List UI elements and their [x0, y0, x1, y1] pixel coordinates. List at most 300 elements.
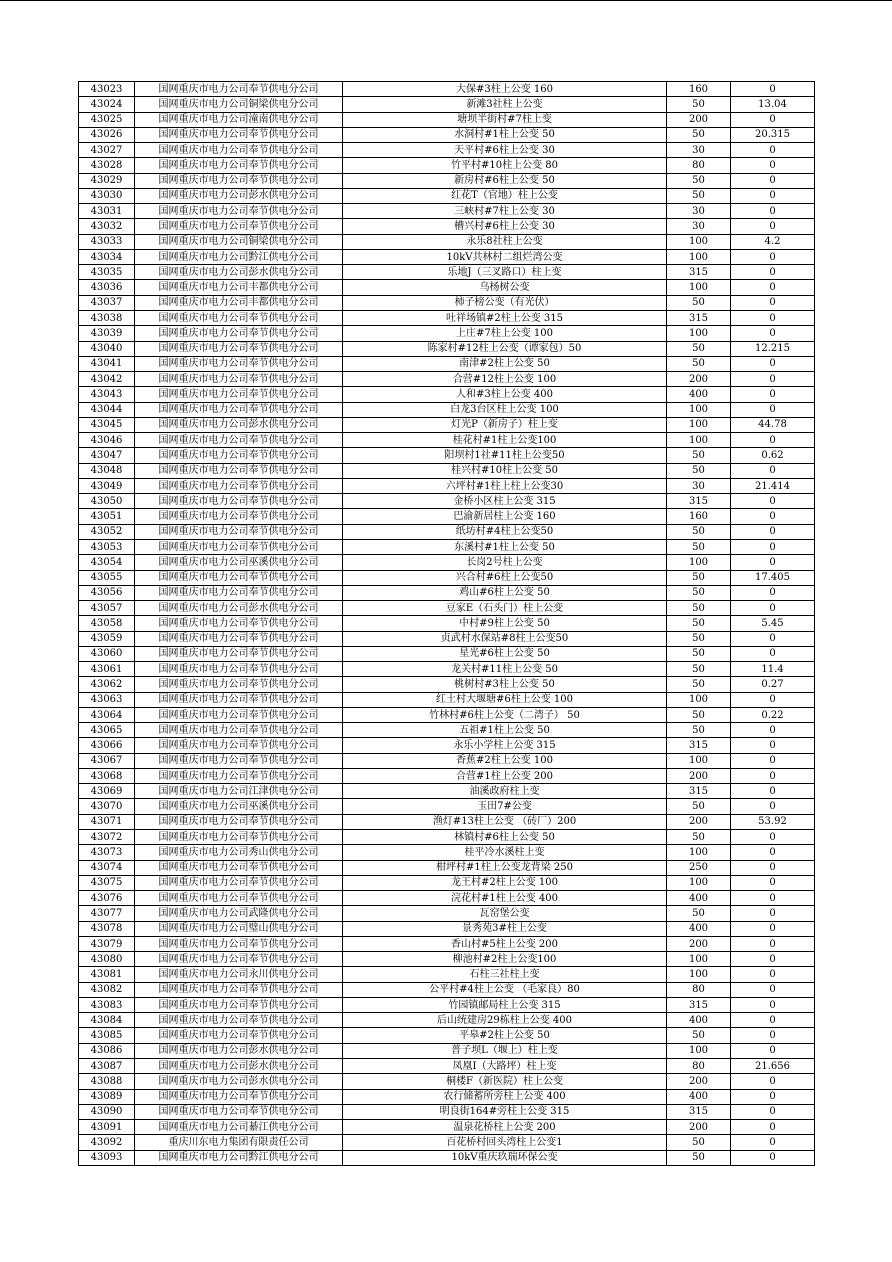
transformer-name-cell: 纸坊村#4柱上公变50	[343, 524, 667, 539]
value-cell: 0	[731, 830, 815, 845]
value-cell: 20.315	[731, 127, 815, 142]
transformer-name-cell: 景秀苑3#柱上公变	[343, 921, 667, 936]
transformer-name-cell: 星光#6柱上公变 50	[343, 646, 667, 661]
row-id-cell: 43064	[79, 707, 135, 722]
table-row	[79, 768, 815, 783]
capacity-cell: 30	[667, 219, 731, 234]
capacity-cell: 50	[667, 539, 731, 554]
transformer-name-cell: 灯光P（新房子）柱上变	[343, 417, 667, 432]
capacity-cell: 50	[667, 127, 731, 142]
capacity-cell: 160	[667, 509, 731, 524]
table-row	[79, 631, 815, 646]
capacity-cell: 315	[667, 997, 731, 1012]
transformer-name-cell: 柑坪村#1柱上公变龙背梁 250	[343, 860, 667, 875]
capacity-cell: 50	[667, 295, 731, 310]
row-id-cell: 43024	[79, 97, 135, 112]
transformer-name-cell: 农行储蓄所旁柱上公变 400	[343, 1089, 667, 1104]
capacity-cell: 50	[667, 97, 731, 112]
transformer-name-cell: 阳坝村1社#11柱上公变50	[343, 448, 667, 463]
value-cell: 0	[731, 82, 815, 97]
table-row	[79, 1150, 815, 1165]
row-id-cell: 43089	[79, 1089, 135, 1104]
transformer-name-cell: 凤凰I（大路坪）柱上变	[343, 1059, 667, 1074]
table-row	[79, 387, 815, 402]
table-row	[79, 784, 815, 799]
company-cell: 国网重庆市电力公司奉节供电分公司	[135, 707, 343, 722]
capacity-cell: 100	[667, 1043, 731, 1058]
table-row	[79, 372, 815, 387]
transformer-name-cell: 豆家E（石头门）柱上公变	[343, 601, 667, 616]
row-id-cell: 43037	[79, 295, 135, 310]
company-cell: 国网重庆市电力公司奉节供电分公司	[135, 372, 343, 387]
table-row	[79, 143, 815, 158]
company-cell: 国网重庆市电力公司奉节供电分公司	[135, 646, 343, 661]
value-cell: 0	[731, 982, 815, 997]
value-cell: 0	[731, 494, 815, 509]
capacity-cell: 100	[667, 952, 731, 967]
row-id-cell: 43090	[79, 1104, 135, 1119]
table-row	[79, 82, 815, 97]
table-row	[79, 814, 815, 829]
company-cell: 国网重庆市电力公司奉节供电分公司	[135, 494, 343, 509]
row-id-cell: 43070	[79, 799, 135, 814]
capacity-cell: 315	[667, 784, 731, 799]
company-cell: 国网重庆市电力公司奉节供电分公司	[135, 356, 343, 371]
row-id-cell: 43051	[79, 509, 135, 524]
company-cell: 国网重庆市电力公司彭水供电分公司	[135, 188, 343, 203]
transformer-name-cell: 永乐8社柱上公变	[343, 234, 667, 249]
transformer-name-cell: 明良街164#旁柱上公变 315	[343, 1104, 667, 1119]
capacity-cell: 200	[667, 768, 731, 783]
company-cell: 国网重庆市电力公司奉节供电分公司	[135, 82, 343, 97]
capacity-cell: 200	[667, 936, 731, 951]
transformer-name-cell: 温泉花桥柱上公变 200	[343, 1120, 667, 1135]
table-row	[79, 982, 815, 997]
table-row	[79, 188, 815, 203]
table-row	[79, 921, 815, 936]
row-id-cell: 43067	[79, 753, 135, 768]
capacity-cell: 50	[667, 723, 731, 738]
capacity-cell: 200	[667, 112, 731, 127]
row-id-cell: 43030	[79, 188, 135, 203]
row-id-cell: 43047	[79, 448, 135, 463]
value-cell: 0	[731, 753, 815, 768]
value-cell: 4.2	[731, 234, 815, 249]
row-id-cell: 43039	[79, 326, 135, 341]
value-cell: 0	[731, 997, 815, 1012]
company-cell: 国网重庆市电力公司奉节供电分公司	[135, 631, 343, 646]
value-cell: 21.656	[731, 1059, 815, 1074]
company-cell: 国网重庆市电力公司奉节供电分公司	[135, 936, 343, 951]
row-id-cell: 43085	[79, 1028, 135, 1043]
row-id-cell: 43084	[79, 1013, 135, 1028]
company-cell: 国网重庆市电力公司巫溪供电分公司	[135, 555, 343, 570]
value-cell: 0	[731, 906, 815, 921]
transformer-name-cell: 六坪村#1柱上柱上公变30	[343, 478, 667, 493]
capacity-cell: 315	[667, 310, 731, 325]
table-row	[79, 936, 815, 951]
row-id-cell: 43082	[79, 982, 135, 997]
value-cell: 0	[731, 891, 815, 906]
row-id-cell: 43065	[79, 723, 135, 738]
capacity-cell: 50	[667, 1028, 731, 1043]
value-cell: 0	[731, 784, 815, 799]
table-row	[79, 356, 815, 371]
capacity-cell: 200	[667, 1120, 731, 1135]
company-cell: 国网重庆市电力公司奉节供电分公司	[135, 143, 343, 158]
value-cell: 0	[731, 845, 815, 860]
value-cell: 0	[731, 433, 815, 448]
value-cell: 0	[731, 1150, 815, 1165]
transformer-name-cell: 公平村#4柱上公变 （毛家良）80	[343, 982, 667, 997]
capacity-cell: 400	[667, 1013, 731, 1028]
capacity-cell: 100	[667, 845, 731, 860]
company-cell: 国网重庆市电力公司奉节供电分公司	[135, 219, 343, 234]
row-id-cell: 43060	[79, 646, 135, 661]
transformer-name-cell: 10kV重庆玖瑞环保公变	[343, 1150, 667, 1165]
company-cell: 国网重庆市电力公司奉节供电分公司	[135, 814, 343, 829]
value-cell: 5.45	[731, 616, 815, 631]
transformer-name-cell: 柿子榜公变（有光伏）	[343, 295, 667, 310]
value-cell: 0.22	[731, 707, 815, 722]
company-cell: 国网重庆市电力公司奉节供电分公司	[135, 204, 343, 219]
value-cell: 0	[731, 967, 815, 982]
row-id-cell: 43048	[79, 463, 135, 478]
value-cell: 0	[731, 692, 815, 707]
capacity-cell: 50	[667, 662, 731, 677]
row-id-cell: 43076	[79, 891, 135, 906]
transformer-name-cell: 三峡村#7柱上公变 30	[343, 204, 667, 219]
table-row	[79, 830, 815, 845]
value-cell: 0	[731, 952, 815, 967]
table-row	[79, 280, 815, 295]
row-id-cell: 43049	[79, 478, 135, 493]
company-cell: 国网重庆市电力公司奉节供电分公司	[135, 768, 343, 783]
table-row	[79, 112, 815, 127]
table-row	[79, 417, 815, 432]
transformer-name-cell: 桃树村#3柱上公变 50	[343, 677, 667, 692]
company-cell: 国网重庆市电力公司奉节供电分公司	[135, 570, 343, 585]
table-row	[79, 585, 815, 600]
capacity-cell: 50	[667, 646, 731, 661]
table-row	[79, 249, 815, 264]
capacity-cell: 50	[667, 1150, 731, 1165]
capacity-cell: 50	[667, 188, 731, 203]
transformer-name-cell: 百花桥村回头湾柱上公变1	[343, 1135, 667, 1150]
row-id-cell: 43056	[79, 585, 135, 600]
company-cell: 国网重庆市电力公司奉节供电分公司	[135, 753, 343, 768]
capacity-cell: 100	[667, 280, 731, 295]
company-cell: 国网重庆市电力公司彭水供电分公司	[135, 1043, 343, 1058]
table-row	[79, 173, 815, 188]
company-cell: 国网重庆市电力公司黔江供电分公司	[135, 1150, 343, 1165]
capacity-cell: 50	[667, 616, 731, 631]
value-cell: 0	[731, 143, 815, 158]
transformer-name-cell: 平皋#2柱上公变 50	[343, 1028, 667, 1043]
company-cell: 国网重庆市电力公司巫溪供电分公司	[135, 799, 343, 814]
transformer-name-cell: 桂平冷水溪柱上变	[343, 845, 667, 860]
table-row	[79, 204, 815, 219]
row-id-cell: 43079	[79, 936, 135, 951]
capacity-cell: 80	[667, 1059, 731, 1074]
transformer-name-cell: 后山统建房29栋柱上公变 400	[343, 1013, 667, 1028]
capacity-cell: 100	[667, 967, 731, 982]
row-id-cell: 43078	[79, 921, 135, 936]
table-row	[79, 997, 815, 1012]
transformer-name-cell: 贞武村水保站#8柱上公变50	[343, 631, 667, 646]
company-cell: 国网重庆市电力公司铜梁供电分公司	[135, 97, 343, 112]
row-id-cell: 43050	[79, 494, 135, 509]
table-row	[79, 310, 815, 325]
capacity-cell: 400	[667, 891, 731, 906]
row-id-cell: 43041	[79, 356, 135, 371]
row-id-cell: 43072	[79, 830, 135, 845]
table-row	[79, 860, 815, 875]
transformer-name-cell: 大保#3柱上公变 160	[343, 82, 667, 97]
transformer-name-cell: 鸡山#6柱上公变 50	[343, 585, 667, 600]
capacity-cell: 315	[667, 494, 731, 509]
transformer-name-cell: 天平村#6柱上公变 30	[343, 143, 667, 158]
value-cell: 0	[731, 463, 815, 478]
row-id-cell: 43040	[79, 341, 135, 356]
row-id-cell: 43043	[79, 387, 135, 402]
transformer-name-cell: 水洞村#1柱上公变 50	[343, 127, 667, 142]
table-row	[79, 875, 815, 890]
capacity-cell: 50	[667, 631, 731, 646]
table-row	[79, 646, 815, 661]
table-row	[79, 524, 815, 539]
transformer-name-cell: 柳池村#2柱上公变100	[343, 952, 667, 967]
transformer-name-cell: 香蕉#2柱上公变 100	[343, 753, 667, 768]
value-cell: 11.4	[731, 662, 815, 677]
row-id-cell: 43069	[79, 784, 135, 799]
value-cell: 0	[731, 1104, 815, 1119]
value-cell: 44.78	[731, 417, 815, 432]
row-id-cell: 43034	[79, 249, 135, 264]
value-cell: 0	[731, 768, 815, 783]
row-id-cell: 43054	[79, 555, 135, 570]
table-row	[79, 234, 815, 249]
transformer-name-cell: 白龙3台区柱上公变 100	[343, 402, 667, 417]
transformer-name-cell: 玉田7#公变	[343, 799, 667, 814]
table-row	[79, 341, 815, 356]
row-id-cell: 43032	[79, 219, 135, 234]
table-row	[79, 707, 815, 722]
value-cell: 0	[731, 112, 815, 127]
transformer-name-cell: 香山村#5柱上公变 200	[343, 936, 667, 951]
company-cell: 国网重庆市电力公司奉节供电分公司	[135, 310, 343, 325]
company-cell: 国网重庆市电力公司彭水供电分公司	[135, 1059, 343, 1074]
value-cell: 0	[731, 860, 815, 875]
value-cell: 0	[731, 1013, 815, 1028]
value-cell: 0	[731, 265, 815, 280]
capacity-cell: 50	[667, 906, 731, 921]
table-row	[79, 753, 815, 768]
value-cell: 0	[731, 356, 815, 371]
company-cell: 国网重庆市电力公司奉节供电分公司	[135, 341, 343, 356]
transformer-name-cell: 中村#9柱上公变 50	[343, 616, 667, 631]
capacity-cell: 50	[667, 524, 731, 539]
value-cell: 0.27	[731, 677, 815, 692]
company-cell: 国网重庆市电力公司璧山供电分公司	[135, 921, 343, 936]
company-cell: 重庆川东电力集团有限责任公司	[135, 1135, 343, 1150]
company-cell: 国网重庆市电力公司奉节供电分公司	[135, 478, 343, 493]
row-id-cell: 43028	[79, 158, 135, 173]
row-id-cell: 43027	[79, 143, 135, 158]
capacity-cell: 30	[667, 478, 731, 493]
capacity-cell: 160	[667, 82, 731, 97]
value-cell: 0	[731, 539, 815, 554]
transformer-name-cell: 人和#3柱上公变 400	[343, 387, 667, 402]
transformer-name-cell: 上庄#7柱上公变 100	[343, 326, 667, 341]
company-cell: 国网重庆市电力公司奉节供电分公司	[135, 738, 343, 753]
company-cell: 国网重庆市电力公司奉节供电分公司	[135, 692, 343, 707]
capacity-cell: 200	[667, 372, 731, 387]
capacity-cell: 30	[667, 204, 731, 219]
capacity-cell: 50	[667, 1135, 731, 1150]
value-cell: 0	[731, 585, 815, 600]
table-row	[79, 555, 815, 570]
company-cell: 国网重庆市电力公司奉节供电分公司	[135, 326, 343, 341]
capacity-cell: 400	[667, 1089, 731, 1104]
transformer-name-cell: 新滩3社柱上公变	[343, 97, 667, 112]
row-id-cell: 43092	[79, 1135, 135, 1150]
row-id-cell: 43038	[79, 310, 135, 325]
table-row	[79, 1013, 815, 1028]
value-cell: 0	[731, 555, 815, 570]
table-row	[79, 891, 815, 906]
row-id-cell: 43073	[79, 845, 135, 860]
transformer-name-cell: 瓦窑堡公变	[343, 906, 667, 921]
table-row	[79, 463, 815, 478]
transformer-name-cell: 槽兴村#6柱上公变 30	[343, 219, 667, 234]
value-cell: 0	[731, 936, 815, 951]
row-id-cell: 43068	[79, 768, 135, 783]
transformer-name-cell: 桂花村#1柱上公变100	[343, 433, 667, 448]
value-cell: 0	[731, 402, 815, 417]
company-cell: 国网重庆市电力公司奉节供电分公司	[135, 173, 343, 188]
value-cell: 0	[731, 295, 815, 310]
row-id-cell: 43023	[79, 82, 135, 97]
table-row	[79, 570, 815, 585]
value-cell: 0	[731, 249, 815, 264]
capacity-cell: 50	[667, 601, 731, 616]
company-cell: 国网重庆市电力公司丰都供电分公司	[135, 280, 343, 295]
table-row	[79, 219, 815, 234]
capacity-cell: 315	[667, 1104, 731, 1119]
value-cell: 0	[731, 280, 815, 295]
value-cell: 0	[731, 799, 815, 814]
table-row	[79, 433, 815, 448]
value-cell: 0	[731, 646, 815, 661]
row-id-cell: 43061	[79, 662, 135, 677]
company-cell: 国网重庆市电力公司奉节供电分公司	[135, 860, 343, 875]
company-cell: 国网重庆市电力公司奉节供电分公司	[135, 662, 343, 677]
table-row	[79, 906, 815, 921]
row-id-cell: 43062	[79, 677, 135, 692]
transformer-name-cell: 油溪政府柱上变	[343, 784, 667, 799]
capacity-cell: 400	[667, 921, 731, 936]
company-cell: 国网重庆市电力公司奉节供电分公司	[135, 677, 343, 692]
company-cell: 国网重庆市电力公司奉节供电分公司	[135, 1013, 343, 1028]
row-id-cell: 43074	[79, 860, 135, 875]
value-cell: 0	[731, 631, 815, 646]
company-cell: 国网重庆市电力公司奉节供电分公司	[135, 616, 343, 631]
transformer-name-cell: 渔灯#13柱上公变 （砖厂）200	[343, 814, 667, 829]
capacity-cell: 50	[667, 830, 731, 845]
row-id-cell: 43026	[79, 127, 135, 142]
company-cell: 国网重庆市电力公司奉节供电分公司	[135, 997, 343, 1012]
capacity-cell: 200	[667, 814, 731, 829]
company-cell: 国网重庆市电力公司奉节供电分公司	[135, 387, 343, 402]
company-cell: 国网重庆市电力公司奉节供电分公司	[135, 1104, 343, 1119]
value-cell: 0	[731, 158, 815, 173]
capacity-cell: 50	[667, 356, 731, 371]
row-id-cell: 43059	[79, 631, 135, 646]
company-cell: 国网重庆市电力公司綦江供电分公司	[135, 1120, 343, 1135]
company-cell: 国网重庆市电力公司奉节供电分公司	[135, 891, 343, 906]
transformer-name-cell: 南津#2柱上公变 50	[343, 356, 667, 371]
value-cell: 17.405	[731, 570, 815, 585]
capacity-cell: 50	[667, 173, 731, 188]
company-cell: 国网重庆市电力公司奉节供电分公司	[135, 830, 343, 845]
capacity-cell: 100	[667, 875, 731, 890]
table-row	[79, 158, 815, 173]
company-cell: 国网重庆市电力公司奉节供电分公司	[135, 1028, 343, 1043]
transformer-name-cell: 巴渝新居柱上公变 160	[343, 509, 667, 524]
value-cell: 0	[731, 188, 815, 203]
row-id-cell: 43033	[79, 234, 135, 249]
value-cell: 0	[731, 310, 815, 325]
transformer-name-cell: 塘坝半街村#7柱上变	[343, 112, 667, 127]
capacity-cell: 100	[667, 234, 731, 249]
value-cell: 0	[731, 219, 815, 234]
value-cell: 0	[731, 738, 815, 753]
capacity-cell: 30	[667, 143, 731, 158]
company-cell: 国网重庆市电力公司江津供电分公司	[135, 784, 343, 799]
row-id-cell: 43066	[79, 738, 135, 753]
transformer-name-cell: 乌杨树公变	[343, 280, 667, 295]
transformer-name-cell: 合营#1柱上公变 200	[343, 768, 667, 783]
value-cell: 0	[731, 204, 815, 219]
row-id-cell: 43093	[79, 1150, 135, 1165]
table-row	[79, 127, 815, 142]
transformer-name-cell: 浣花村#1柱上公变 400	[343, 891, 667, 906]
table-row	[79, 326, 815, 341]
table-row	[79, 539, 815, 554]
table-row	[79, 494, 815, 509]
row-id-cell: 43083	[79, 997, 135, 1012]
row-id-cell: 43057	[79, 601, 135, 616]
table-row	[79, 952, 815, 967]
value-cell: 0	[731, 372, 815, 387]
transformer-name-cell: 10kV共林村二组烂湾公变	[343, 249, 667, 264]
row-id-cell: 43087	[79, 1059, 135, 1074]
capacity-cell: 50	[667, 570, 731, 585]
value-cell: 0	[731, 1043, 815, 1058]
capacity-cell: 100	[667, 249, 731, 264]
row-id-cell: 43088	[79, 1074, 135, 1089]
company-cell: 国网重庆市电力公司丰都供电分公司	[135, 295, 343, 310]
transformer-name-cell: 石柱三社柱上变	[343, 967, 667, 982]
transformer-name-cell: 东溪村#1柱上公变 50	[343, 539, 667, 554]
transformer-name-cell: 普子坝L（堰上）柱上变	[343, 1043, 667, 1058]
table-row	[79, 295, 815, 310]
company-cell: 国网重庆市电力公司彭水供电分公司	[135, 417, 343, 432]
company-cell: 国网重庆市电力公司奉节供电分公司	[135, 463, 343, 478]
table-row	[79, 662, 815, 677]
value-cell: 53.92	[731, 814, 815, 829]
